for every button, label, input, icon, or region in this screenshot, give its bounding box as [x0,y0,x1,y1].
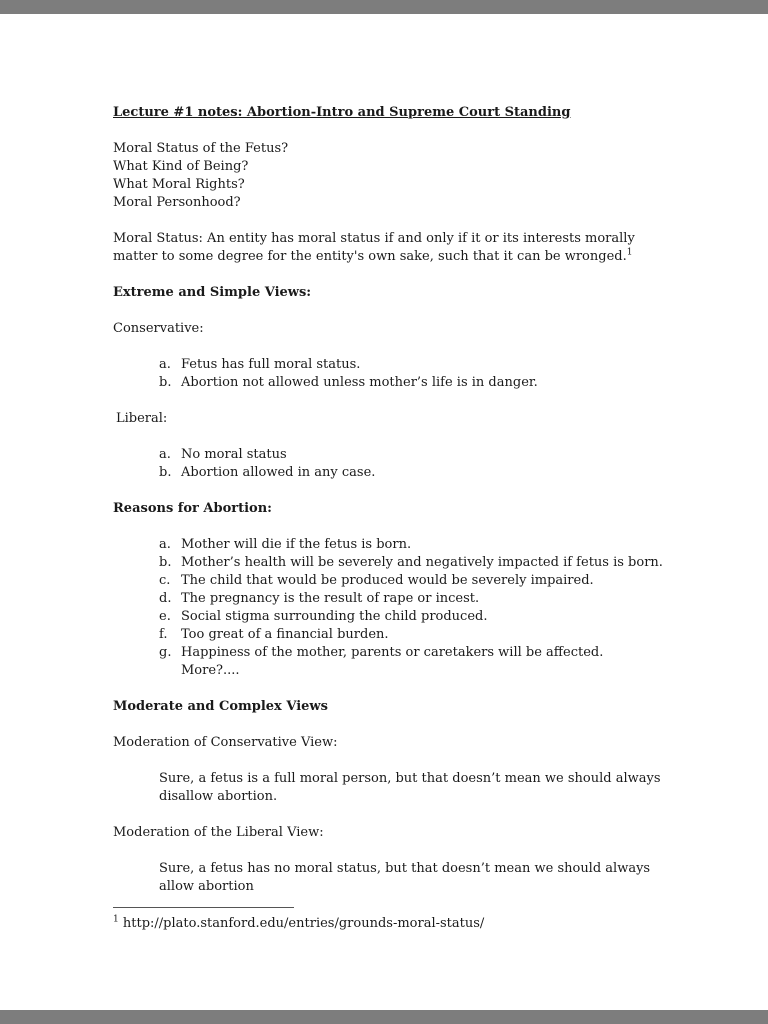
list-item [159,572,673,590]
list-item-text: Abortion allowed in any case. [181,465,376,480]
question-line: Moral Personhood? [113,195,241,210]
list-marker: b. [159,375,172,390]
list-item [159,644,673,662]
document-body [113,104,673,933]
list-item [159,590,673,608]
list-item-text: The child that would be produced would be severely impaired. [181,573,594,588]
moderate-liberal-paragraph [113,860,673,896]
conservative-list [113,356,673,392]
list-item-text: No moral status [181,447,287,462]
list-item [159,554,673,572]
list-marker: f. [159,627,168,642]
footnote [113,915,673,933]
list-item-text: Mother will die if the fetus is born. [181,537,412,552]
paragraph-line: Sure, a fetus is a full moral person, but that doesn’t mean we should always [159,771,661,786]
moderate-views-heading: Moderate and Complex Views [113,699,328,714]
footnote-marker: 1 [113,914,119,925]
list-marker: a. [159,447,171,462]
question-line: Moral Status of the Fetus? [113,141,289,156]
paragraph-line: allow abortion [159,879,254,894]
list-item [159,608,673,626]
moderate-liberal-label: Moderation of the Liberal View: [113,825,324,840]
definition-line-2 [113,248,673,266]
list-marker: g. [159,645,172,660]
liberal-list [113,446,673,482]
list-item-text: Mother’s health will be severely and negatively impacted if fetus is born. [181,555,663,570]
extreme-views-heading: Extreme and Simple Views: [113,285,312,300]
moderate-conservative-paragraph [113,770,673,806]
footnote-divider [113,907,294,908]
list-item-text: The pregnancy is the result of rape or incest. [181,591,480,606]
list-item [159,464,673,482]
moderate-conservative-label: Moderation of Conservative View: [113,735,338,750]
moral-status-definition [113,230,673,266]
definition-line-1: Moral Status: An entity has moral status if and only if it or its interests morally [113,231,635,246]
conservative-label: Conservative: [113,321,204,336]
question-line: What Moral Rights? [113,177,245,192]
list-item [159,536,673,554]
definition-line-2-text: matter to some degree for the entity's own sake, such that it can be wronged. [113,249,627,264]
liberal-label: Liberal: [116,411,168,426]
list-marker: a. [159,357,171,372]
list-marker: b. [159,465,172,480]
list-item-text: Social stigma surrounding the child produced. [181,609,488,624]
list-item-text: Abortion not allowed unless mother’s life is in danger. [181,375,538,390]
list-item [159,626,673,644]
list-item-text: Happiness of the mother, parents or caretakers will be affected. [181,645,604,660]
list-marker: a. [159,537,171,552]
list-marker: d. [159,591,172,606]
paragraph-line: Sure, a fetus has no moral status, but that doesn’t mean we should always [159,861,651,876]
question-list [113,140,673,212]
list-item [159,446,673,464]
page-title: Lecture #1 notes: Abortion-Intro and Supreme Court Standing [113,105,571,120]
list-item-text: Fetus has full moral status. [181,357,361,372]
list-item [159,356,673,374]
reasons-heading: Reasons for Abortion: [113,501,272,516]
footnote-reference[interactable]: 1 [626,247,633,258]
list-marker: b. [159,555,172,570]
document-page [0,14,768,1010]
list-marker: c. [159,573,171,588]
list-item [159,374,673,392]
footnote-link[interactable]: http://plato.stanford.edu/entries/grounds-moral-status/ [122,916,485,931]
question-line: What Kind of Being? [113,159,249,174]
more-reasons-text: More?.... [181,663,240,678]
paragraph-line: disallow abortion. [159,789,278,804]
list-item-text: Too great of a financial burden. [181,627,389,642]
list-marker: e. [159,609,171,624]
reasons-list [113,536,673,662]
